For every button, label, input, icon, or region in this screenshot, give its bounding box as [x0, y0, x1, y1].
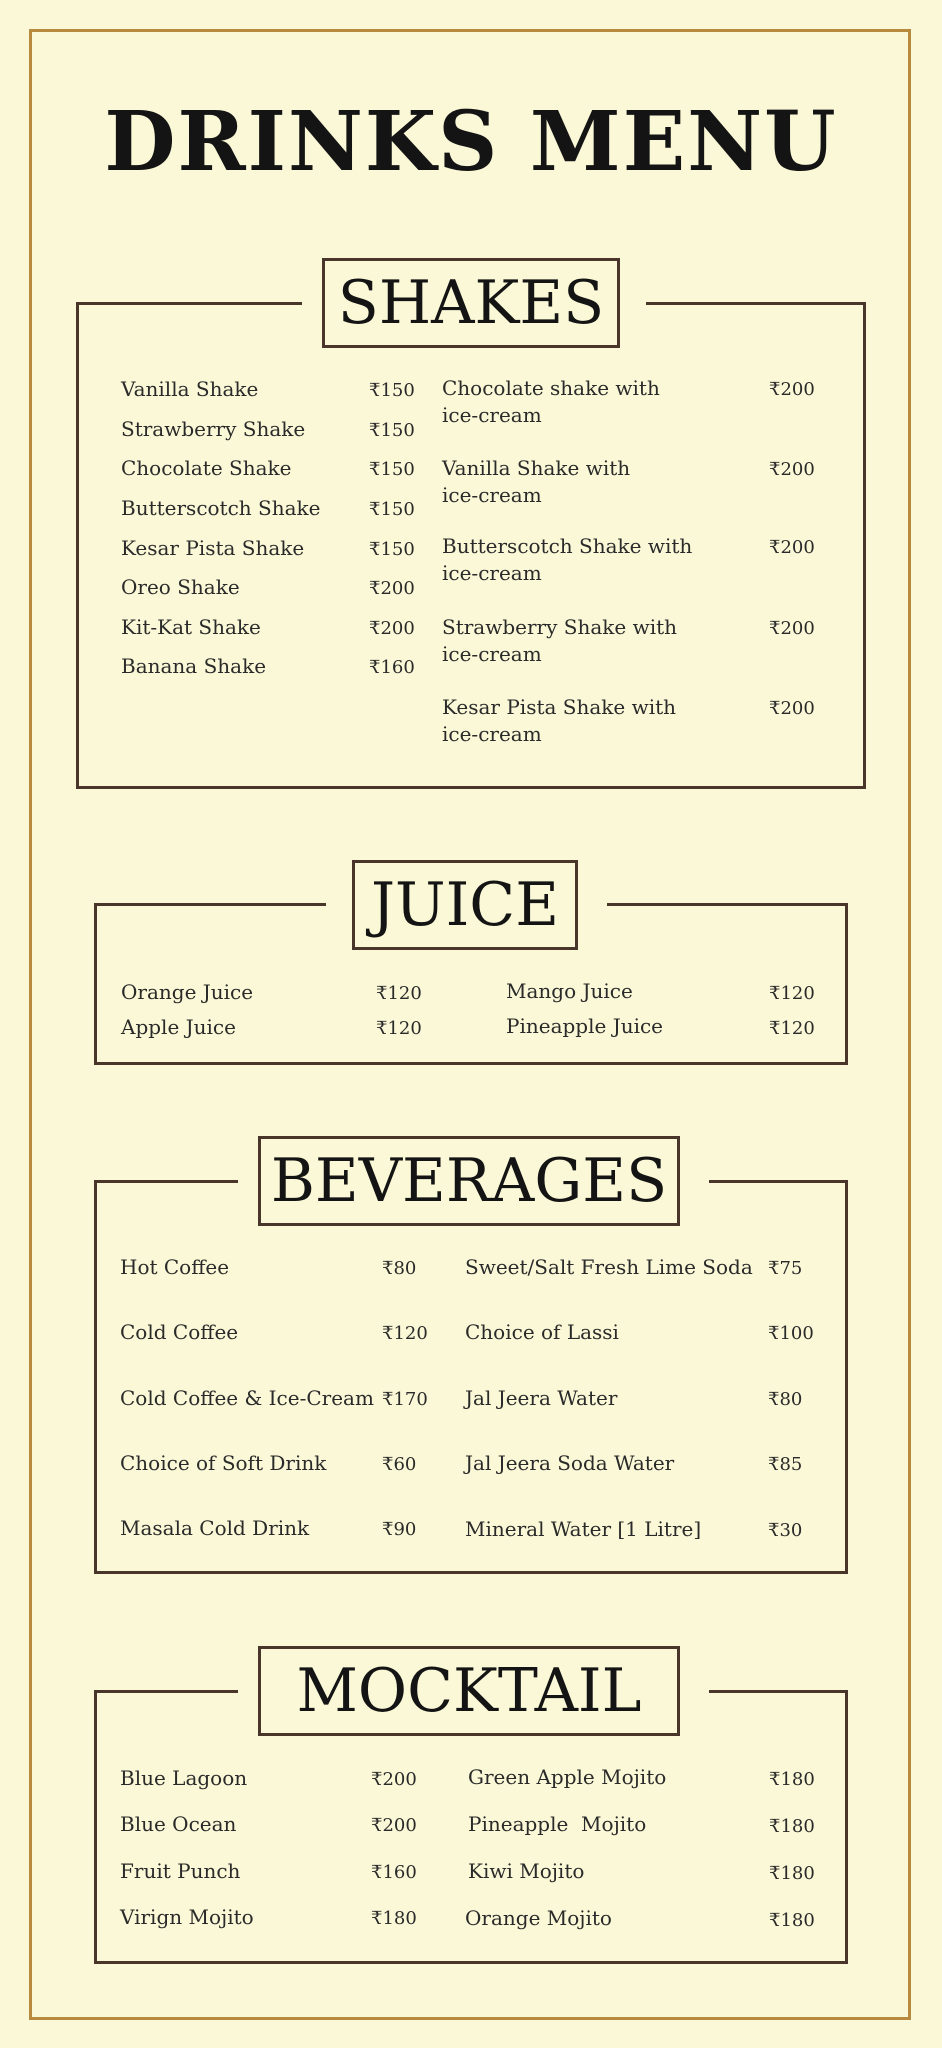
- item-price: ₹80: [768, 1389, 803, 1410]
- item-price: ₹120: [769, 983, 815, 1004]
- item-price: ₹180: [371, 1908, 417, 1929]
- item-price: ₹160: [369, 657, 415, 678]
- list-item: Choice of Lassi: [465, 1320, 619, 1344]
- item-price: ₹200: [769, 698, 815, 719]
- item-price: ₹200: [369, 578, 415, 599]
- list-item: Virign Mojito: [120, 1905, 254, 1929]
- list-item: Chocolate shake with: [442, 376, 660, 400]
- list-item: Cold Coffee: [120, 1320, 239, 1344]
- item-price: ₹200: [769, 537, 815, 558]
- item-price: ₹120: [376, 983, 422, 1004]
- item-price: ₹85: [768, 1454, 803, 1475]
- juice-heading: JUICE: [352, 860, 578, 950]
- menu-title: DRINKS MENU: [104, 94, 838, 190]
- list-item: Strawberry Shake with: [442, 615, 678, 639]
- list-item: Masala Cold Drink: [120, 1516, 310, 1540]
- list-item: Kesar Pista Shake: [121, 536, 305, 560]
- item-price: ₹30: [768, 1520, 803, 1541]
- list-item: Jal Jeera Water: [465, 1386, 618, 1410]
- list-item: Cold Coffee & Ice-Cream: [120, 1386, 374, 1410]
- item-price: ₹150: [369, 539, 415, 560]
- list-item: Vanilla Shake: [121, 377, 259, 401]
- item-price: ₹160: [371, 1862, 417, 1883]
- item-price: ₹120: [382, 1323, 428, 1344]
- item-price: ₹200: [769, 618, 815, 639]
- list-item-line2: ice-cream: [442, 642, 542, 666]
- list-item: Fruit Punch: [120, 1859, 241, 1883]
- list-item: Kiwi Mojito: [468, 1859, 585, 1883]
- item-price: ₹180: [769, 1769, 815, 1790]
- item-price: ₹180: [769, 1910, 815, 1931]
- list-item: Mango Juice: [506, 979, 633, 1003]
- list-item: Jal Jeera Soda Water: [465, 1451, 675, 1475]
- list-item: Oreo Shake: [121, 575, 240, 599]
- list-item-line2: ice-cream: [442, 561, 542, 585]
- list-item: Orange Juice: [121, 980, 254, 1004]
- item-price: ₹180: [769, 1816, 815, 1837]
- list-item: Choice of Soft Drink: [120, 1451, 327, 1475]
- beverages-heading: BEVERAGES: [258, 1136, 680, 1226]
- list-item: Butterscotch Shake with: [442, 534, 693, 558]
- list-item-line2: ice-cream: [442, 483, 542, 507]
- item-price: ₹75: [768, 1258, 803, 1279]
- item-price: ₹150: [369, 499, 415, 520]
- item-price: ₹200: [769, 459, 815, 480]
- list-item: Sweet/Salt Fresh Lime Soda: [465, 1255, 753, 1279]
- shakes-heading: SHAKES: [322, 258, 620, 348]
- item-price: ₹200: [769, 379, 815, 400]
- item-price: ₹80: [382, 1258, 417, 1279]
- list-item: Mineral Water [1 Litre]: [465, 1517, 702, 1541]
- item-price: ₹200: [369, 618, 415, 639]
- list-item: Strawberry Shake: [121, 417, 306, 441]
- list-item: Hot Coffee: [120, 1255, 230, 1279]
- item-price: ₹200: [371, 1815, 417, 1836]
- list-item: Orange Mojito: [465, 1906, 612, 1930]
- item-price: ₹120: [376, 1018, 422, 1039]
- list-item: Chocolate Shake: [121, 456, 292, 480]
- list-item: Blue Ocean: [120, 1812, 237, 1836]
- item-price: ₹150: [369, 420, 415, 441]
- item-price: ₹200: [371, 1769, 417, 1790]
- list-item: Apple Juice: [121, 1015, 236, 1039]
- list-item: Kesar Pista Shake with: [442, 695, 677, 719]
- item-price: ₹90: [382, 1519, 417, 1540]
- item-price: ₹150: [369, 459, 415, 480]
- item-price: ₹150: [369, 380, 415, 401]
- list-item: Pineapple Juice: [506, 1014, 664, 1038]
- item-price: ₹100: [768, 1323, 814, 1344]
- list-item: Butterscotch Shake: [121, 496, 321, 520]
- list-item-line2: ice-cream: [442, 403, 542, 427]
- list-item: Banana Shake: [121, 654, 267, 678]
- list-item: Kit-Kat Shake: [121, 615, 261, 639]
- list-item-line2: ice-cream: [442, 722, 542, 746]
- item-price: ₹120: [769, 1018, 815, 1039]
- list-item: Green Apple Mojito: [468, 1765, 667, 1789]
- mocktail-heading: MOCKTAIL: [258, 1646, 680, 1736]
- item-price: ₹180: [769, 1863, 815, 1884]
- list-item: Pineapple Mojito: [468, 1812, 647, 1836]
- item-price: ₹60: [382, 1454, 417, 1475]
- item-price: ₹170: [382, 1389, 428, 1410]
- list-item: Blue Lagoon: [120, 1766, 248, 1790]
- list-item: Vanilla Shake with: [442, 456, 631, 480]
